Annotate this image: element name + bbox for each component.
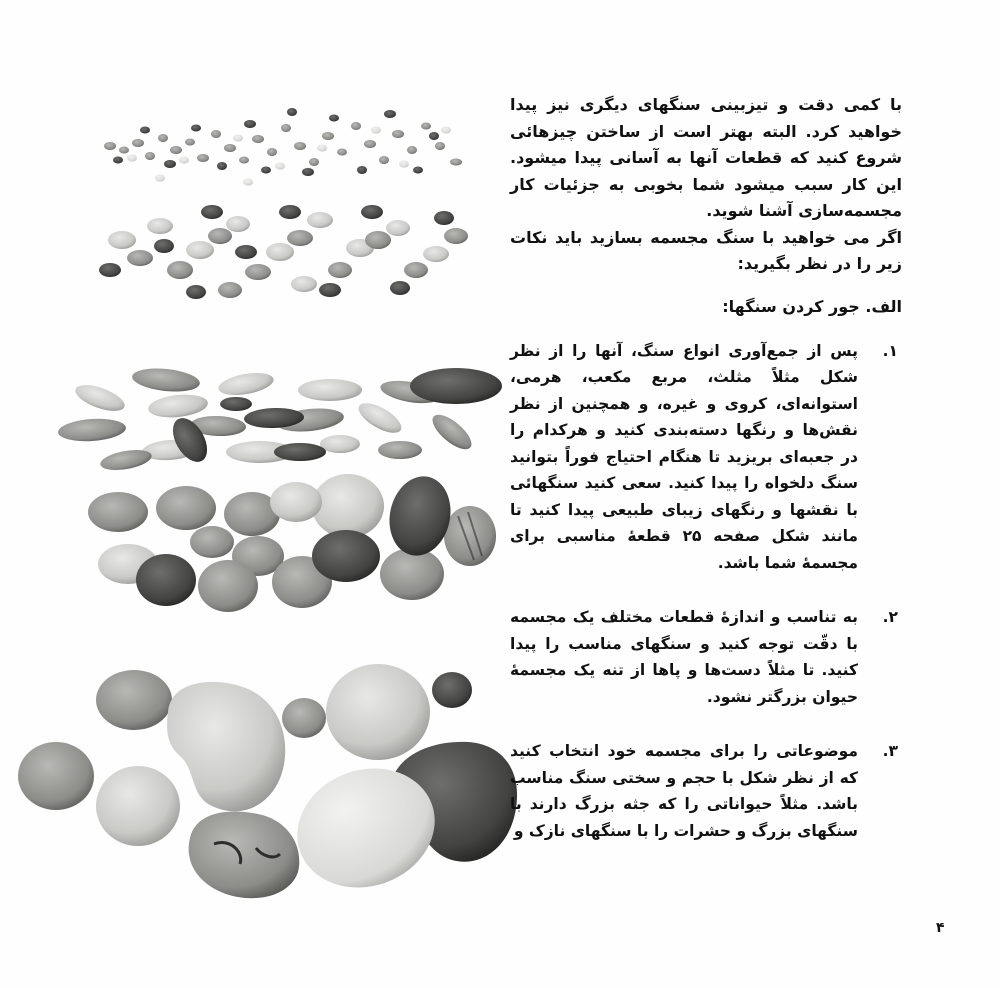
page-number: ۴ [936,920,945,936]
list-item-number: ۲. [882,608,898,626]
list-item [510,738,902,844]
list-item-number: ۱. [882,341,898,360]
intro-paragraph-2: اگر می خواهید با سنگ مجسمه بسازید باید نکات زیر را در نظر بگیرید: [510,227,902,273]
list-item [510,338,902,577]
pebble-group-flat [57,366,502,474]
pebble-group-large [18,664,517,906]
pebble-group-tiny [104,108,462,186]
pebble-group-small [99,205,468,299]
text-column [510,92,902,844]
list-item-text: موضوعاتی را برای مجسمه خود انتخاب کنید که از نظر شکل با حجم و سختی سنگ مناسب باشد. مثلاً حیواناتی را که جثه بزرگ دارند با سنگهای بزرگ و حشرات را با سنگهای نازک و [510,742,858,840]
intro-paragraph-1: با کمی دقت و تیزبینی سنگهای دیگری نیز پیدا خواهید کرد. البته بهتر است از ساختن چیزهائی شروع کنید که قطعات آنها به آسانی پیدا میشود. این کار سبب میشود شما بخوبی به جزئیات کار مجسمه‌سازی آشنا شوید. [510,95,902,220]
list-item-text: پس از جمع‌آوری انواع سنگ، آنها را از نظر شکل مثلاً مثلث، مربع مکعب، هرمی، استوانه‌ای، کروی و غیره، و همچنین از نظر نقش‌ها و رنگها دسته‌بندی کنید و هرکدام را در جعبه‌ای بریزید تا هنگام احتیاج فوراً بتوانید سنگ دلخواه را پیدا کنید. سعی کنید سنگهائی با نقشها و رنگهای زیبای طبیعی پیدا کنید تا مانند شکل صفحه ۲۵ قطعهٔ مناسبی برای مجسمهٔ شما باشد. [510,341,858,572]
list-item-number: ۳. [882,742,898,760]
pebble-group-round [88,471,496,612]
section-heading: الف. جور کردن سنگها: [722,296,902,316]
list-item [510,604,902,710]
list-item-text: به تناسب و اندازهٔ قطعات مختلف یک مجسمه با دقّت توجه کنید و سنگهای مناسب را پیدا کنید. تا مثلاً دست‌ها و پاها از تنه یک مجسمهٔ حیوان بزرگتر نشود. [510,608,858,706]
